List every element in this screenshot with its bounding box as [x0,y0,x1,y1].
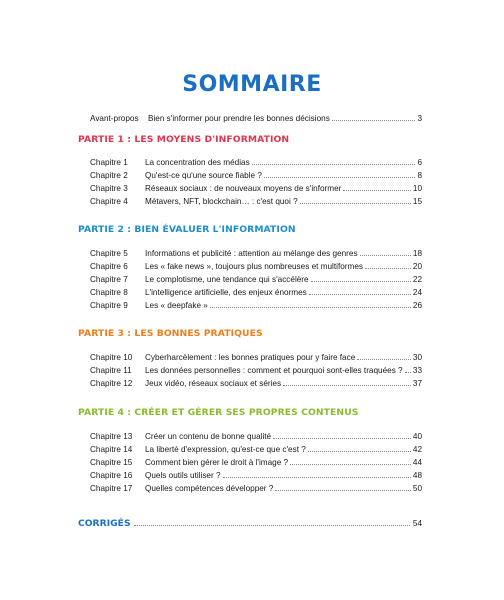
dot-leader [134,516,410,526]
entry-label: Chapitre 9 [90,301,128,310]
entry-title: Informations et publicité : attention au mélange des genres [145,249,358,258]
dot-leader [365,260,411,269]
toc-entry-chapter-11[interactable] [90,364,422,376]
entry-page: 6 [417,158,422,167]
entry-title: L'intelligence artificielle, des enjeux énormes [145,288,307,297]
part-4-heading[interactable]: PARTIE 4 : CRÉER ET GÉRER SES PROPRES CONTENUS [78,407,359,418]
entry-page: 10 [412,184,422,193]
entry-page: 48 [412,471,422,480]
toc-entry-chapter-7[interactable] [90,273,422,285]
entry-title: Le complotisme, une tendance qui s'accélère [145,275,309,284]
dot-leader [252,156,416,165]
entry-page: 33 [412,366,422,375]
entry-page: 37 [412,379,422,388]
dot-leader [300,195,411,204]
entry-label: Chapitre 15 [90,458,133,467]
entry-label: Chapitre 6 [90,262,128,271]
entry-page: 30 [412,353,422,362]
dot-leader [343,182,411,191]
toc-entry-chapter-16[interactable] [90,469,422,481]
entry-label: Chapitre 12 [90,379,133,388]
page-title: SOMMAIRE [182,72,322,97]
entry-page: 8 [417,171,422,180]
entry-label: Chapitre 13 [90,432,133,441]
entry-page: 26 [412,301,422,310]
entry-title: Bien s'informer pour prendre les bonnes décisions [148,114,330,123]
entry-label: Chapitre 10 [90,353,133,362]
toc-entry-chapter-8[interactable] [90,286,422,298]
toc-entry-avant-propos[interactable] [90,112,422,124]
toc-entry-chapter-5[interactable] [90,247,422,259]
toc-entry-chapter-4[interactable] [90,195,422,207]
entry-page: 50 [412,484,422,493]
entry-label: Chapitre 14 [90,445,133,454]
toc-entry-chapter-14[interactable] [90,443,422,455]
entry-title: Quelles compétences développer ? [145,484,274,493]
entry-title: Réseaux sociaux : de nouveaux moyens de s'informer [145,184,342,193]
dot-leader [360,247,411,256]
entry-page: 22 [412,275,422,284]
toc-entry-chapter-9[interactable] [90,299,422,311]
toc-entry-chapter-17[interactable] [90,482,422,494]
entry-title: Quels outils utiliser ? [145,471,221,480]
dot-leader [290,456,411,465]
dot-leader [405,364,411,373]
entry-label: Chapitre 8 [90,288,128,297]
toc-entry-corriges[interactable] [78,516,422,530]
dot-leader [332,112,416,121]
entry-label: Chapitre 1 [90,158,128,167]
entry-label: Chapitre 2 [90,171,128,180]
entry-page: 3 [417,114,422,123]
entry-label: Chapitre 16 [90,471,133,480]
entry-title: Métavers, NFT, blockchain… : c'est quoi ? [145,197,298,206]
dot-leader [223,469,411,478]
dot-leader [309,286,411,295]
dot-leader [283,377,411,386]
entry-title: Cyberharcèlement : les bonnes pratiques pour y faire face [145,353,356,362]
entry-label: Chapitre 5 [90,249,128,258]
entry-title: Les données personnelles : comment et pourquoi sont-elles traquées ? [145,366,403,375]
entry-label: Chapitre 17 [90,484,133,493]
dot-leader [210,299,411,308]
entry-label: Chapitre 3 [90,184,128,193]
entry-label: Chapitre 7 [90,275,128,284]
entry-title: Les « fake news », toujours plus nombreuses et multiformes [145,262,363,271]
entry-title: Comment bien gérer le droit à l'image ? [145,458,289,467]
entry-title: Créer un contenu de bonne qualité [145,432,272,441]
entry-title: La liberté d'expression, qu'est-ce que c'est ? [145,445,306,454]
toc-entry-chapter-6[interactable] [90,260,422,272]
part-1-heading[interactable]: PARTIE 1 : LES MOYENS D'INFORMATION [78,134,290,145]
toc-entry-chapter-1[interactable] [90,156,422,168]
entry-page: 15 [412,197,422,206]
toc-entry-chapter-12[interactable] [90,377,422,389]
entry-page: 42 [412,445,422,454]
entry-label: Chapitre 4 [90,197,128,206]
entry-page: 44 [412,458,422,467]
entry-label: Chapitre 11 [90,366,132,375]
corriges-label: CORRIGÉS [78,518,131,529]
toc-entry-chapter-15[interactable] [90,456,422,468]
entry-title: Jeux vidéo, réseaux sociaux et séries [145,379,282,388]
entry-title: Les « deepfake » [145,301,208,310]
entry-title: La concentration des médias [145,158,250,167]
entry-label: Avant-propos [90,114,139,123]
toc-entry-chapter-2[interactable] [90,169,422,181]
dot-leader [357,351,411,360]
entry-page: 40 [412,432,422,441]
entry-page: 24 [412,288,422,297]
dot-leader [275,482,411,491]
dot-leader [273,430,411,439]
dot-leader [311,273,411,282]
dot-leader [308,443,411,452]
entry-title: Qu'est-ce qu'une source fiable ? [145,171,262,180]
part-2-heading[interactable]: PARTIE 2 : BIEN ÉVALUER L'INFORMATION [78,224,296,235]
toc-entry-chapter-10[interactable] [90,351,422,363]
part-3-heading[interactable]: PARTIE 3 : LES BONNES PRATIQUES [78,328,263,339]
toc-entry-chapter-13[interactable] [90,430,422,442]
entry-page: 20 [412,262,422,271]
corriges-page: 54 [412,519,422,528]
toc-entry-chapter-3[interactable] [90,182,422,194]
dot-leader [264,169,416,178]
entry-page: 18 [412,249,422,258]
